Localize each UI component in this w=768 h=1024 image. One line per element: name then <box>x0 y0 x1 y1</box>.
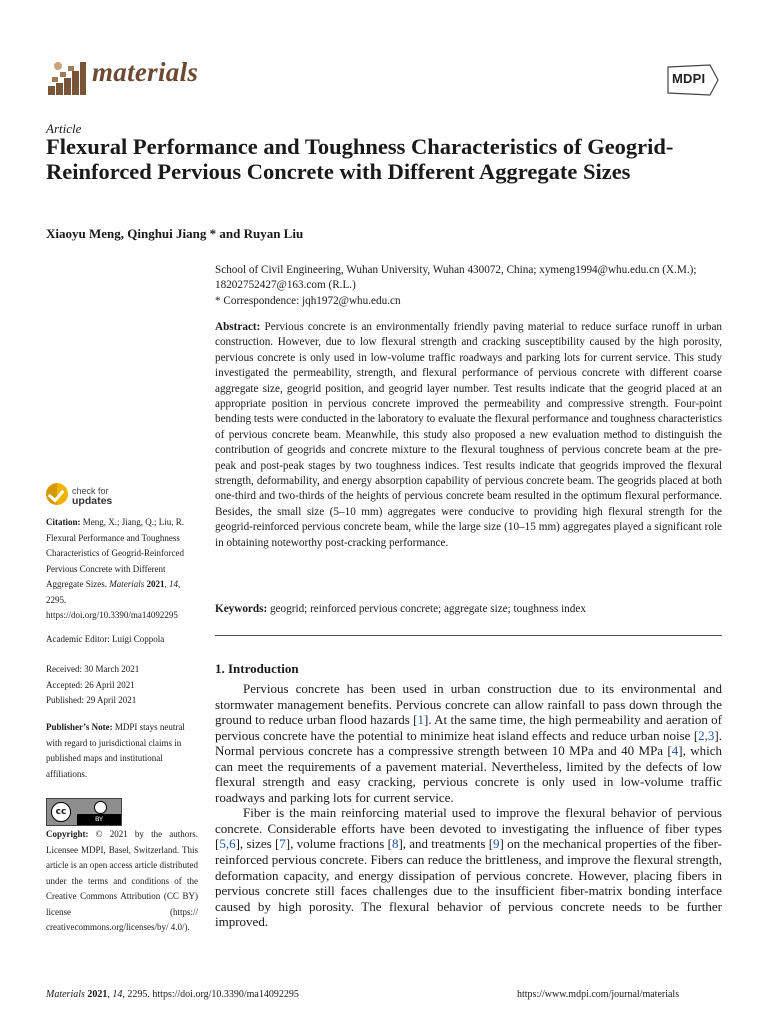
abstract-label: Abstract: <box>215 321 261 333</box>
abstract <box>215 320 722 551</box>
footer-volume: 14 <box>112 989 123 1000</box>
citation-journal: Materials <box>109 579 145 589</box>
article-type: Article <box>46 121 82 136</box>
copyright-text: © 2021 by the authors. Licensee MDPI, Basel, Switzerland. This article is an open access article distributed under the terms and conditions of the Creative Commons Attribution (CC BY) license (https:// creativecommons.org/licenses/by/ 4.0/). <box>46 829 198 932</box>
citation-text: Meng, X.; Jiang, Q.; Liu, R. Flexural Performance and Toughness Characteristics of Geogrid-Reinforced Pervious Concrete with Different Aggregate Sizes. <box>46 517 184 589</box>
citation-year: 2021 <box>146 579 165 589</box>
citation-link[interactable]: 7 <box>279 836 286 852</box>
correspondence: * Correspondence: jqh1972@whu.edu.cn <box>215 294 401 307</box>
introduction-body <box>215 681 722 930</box>
author-list: Xiaoyu Meng, Qinghui Jiang * and Ruyan Liu <box>46 226 304 241</box>
text-run: Fiber is the main reinforcing material used to improve the flexural behavior of pervious concrete. Considerable efforts have been devoted to investigating the influence of fiber types [ <box>215 805 722 852</box>
cc-by-label: BY <box>77 814 121 825</box>
check-updates-text: updates <box>72 495 113 507</box>
check-updates-text: check for <box>72 486 109 496</box>
text-run: ], sizes [ <box>235 836 280 852</box>
citation-block: Citation: Meng, X.; Jiang, Q.; Liu, R. Flexural Performance and Toughness Characteristics of Geogrid-Reinforced Pervious Concrete with Different Aggregate Sizes. Materials 2021, 14, 2295. https://doi.org/10.3390/ma14092295 <box>46 517 184 620</box>
creative-commons-icon: cc <box>51 802 71 822</box>
publication-dates <box>46 662 198 709</box>
text-run: ], which can meet the requirements of a pavement material. Nevertheless, limited by the defects of low flexural strength and easy cracking, pervious concrete is only used in low-volume traffic roadways and parking lots for current service. <box>215 743 722 805</box>
citation-volume: 14 <box>168 579 178 589</box>
text-run: ], volume fractions [ <box>285 836 392 852</box>
keywords-label: Keywords: <box>215 603 268 615</box>
citation-doi[interactable]: , 2295. https://doi.org/10.3390/ma14092295 <box>46 579 181 620</box>
abstract-text: Pervious concrete is an environmentally friendly paving material to reduce surface runoff in urban construction. However, due to low flexural strength and cracking susceptibility caused by the high porosity, pervious concrete is only used in low-volume traffic roadways and parking lots for current service. This study investigated the permeability, strength, and flexural performance of pervious concrete with different coarse aggregate size, geogrid position, and geogrid layer number. Test results indicate that the geogrid placed at an appropriate position in pervious concrete improved the permeability and compressive strength. Four-point bending tests were conducted in the laboratory to evaluate the flexural performance and toughness characteristics of pervious concrete beam. Meanwhile, this study also proposed a new evaluation method to distinguish the contribution of geogrids and concrete mixture to the flexural toughness of pervious concrete beam at the pre-peak and post-peak stages by two toughness indices. Test results indicate that geogrids improved the flexural strength, deformability, and energy absorption capability of pervious concrete beam. The geogrids placed at both one-third and two-thirds of the heights of pervious concrete beam resulted in the optimum flexural performance. Besides, the small size (5–10 mm) aggregates were conducive to providing high flexural strength for the geogrid-reinforced pervious concrete beam, while the large size (10–15 mm) aggregates played a significant role in obtaining noteworthy post-cracking performance. <box>215 321 723 549</box>
publisher-note-text: MDPI stays neutral with regard to jurisdictional claims in published maps and institutional affiliations. <box>46 722 185 779</box>
publisher-name: MDPI <box>672 71 706 86</box>
copyright-notice <box>46 827 198 936</box>
text-run: ], and treatments [ <box>398 836 494 852</box>
footer-journal-url[interactable]: https://www.mdpi.com/journal/materials <box>517 989 680 1000</box>
citation-link[interactable]: 8 <box>391 836 399 852</box>
affiliation-line: School of Civil Engineering, Wuhan University, Wuhan 430072, China; xymeng1994@whu.edu.cn (X.M.); <box>215 264 697 276</box>
journal-logo <box>46 56 214 98</box>
received-date: Received: 30 March 2021 <box>46 664 140 674</box>
publisher-logo <box>664 63 720 97</box>
text-run: ] on the mechanical properties of the fiber-reinforced pervious concrete. Fibers can reduce the brittleness, and improve the flexural strength, deformation capacity, and energy dissipation of pervious concrete. However, placing fibers in pervious concrete still faces challenges due to the insufficient fiber-matrix bonding interface caused by high porosity. The flexural behavior of pervious concrete needs to be further improved. <box>215 836 723 930</box>
journal-name: materials <box>92 57 199 87</box>
academic-editor: Academic Editor: Luigi Coppola <box>46 634 165 644</box>
footer-journal: Materials <box>46 989 85 1000</box>
copyright-label: Copyright: <box>46 829 89 839</box>
check-for-updates-badge[interactable] <box>46 483 126 513</box>
section-heading: 1. Introduction <box>215 661 299 676</box>
citation-link[interactable]: 2,3 <box>698 727 715 743</box>
citation-link[interactable]: 1 <box>417 712 424 728</box>
footer-year: 2021 <box>87 989 108 1000</box>
keywords-text: geogrid; reinforced pervious concrete; aggregate size; toughness index <box>270 603 586 615</box>
text-run: ]. At the same time, the high permeability and aeration of pervious concrete have the potential to minimize heat island effects and reduce urban noise [ <box>215 712 722 743</box>
text-run: ]. Normal pervious concrete has a compressive strength between 10 MPa and 40 MPa [ <box>215 727 722 759</box>
section-divider <box>215 635 722 636</box>
citation-label: Citation: <box>46 517 81 527</box>
journal-logo-icon <box>46 56 88 98</box>
cc-by-license-badge[interactable] <box>46 798 122 826</box>
affiliations <box>215 263 722 309</box>
footer-citation: Materials 2021, 14, 2295. https://doi.org/10.3390/ma14092295 <box>46 989 299 1000</box>
citation-link[interactable]: 4 <box>671 743 679 759</box>
publisher-note-label: Publisher’s Note: <box>46 722 113 732</box>
citation-link[interactable]: 9 <box>493 836 500 852</box>
published-date: Published: 29 April 2021 <box>46 695 137 705</box>
publisher-note <box>46 720 198 782</box>
paragraph <box>215 805 722 929</box>
attribution-person-icon <box>85 801 115 813</box>
accepted-date: Accepted: 26 April 2021 <box>46 679 135 690</box>
footer-doi[interactable]: , 2295. https://doi.org/10.3390/ma14092295 <box>122 989 299 1000</box>
text-run: Pervious concrete has been used in urban construction due to its environmental and stormwater management benefits. Pervious concrete can allow rainfall to pass down through the ground to reduce urban flood hazards [ <box>215 681 722 728</box>
affiliation-line: 18202752427@163.com (R.L.) <box>215 279 356 292</box>
checkmark-icon <box>46 483 68 505</box>
paragraph <box>215 681 722 805</box>
article-title: Flexural Performance and Toughness Characteristics of Geogrid-Reinforced Pervious Concrete with Different Aggregate Sizes <box>46 134 674 184</box>
keywords <box>215 602 722 617</box>
citation-link[interactable]: 5,6 <box>219 836 236 852</box>
